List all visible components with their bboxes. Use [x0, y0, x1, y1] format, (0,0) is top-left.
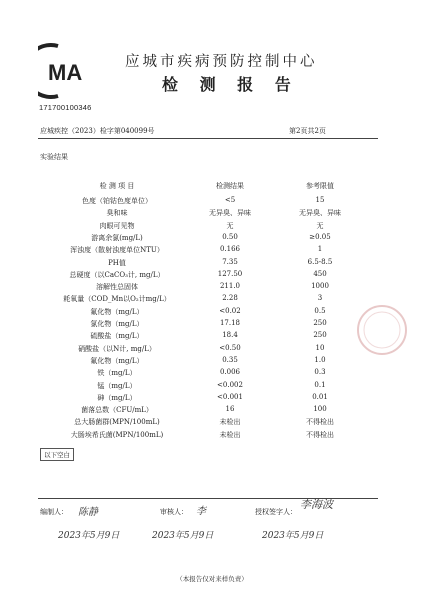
row-result: 未检出 [219, 430, 241, 439]
col-header-limit: 参考限值 [306, 182, 334, 190]
row-item-name: 锰（mg/L） [97, 381, 137, 390]
row-limit: 0.01 [312, 392, 328, 401]
end-marker: 以下空白 [40, 448, 74, 461]
page-info: 第2页共2页 [289, 127, 326, 135]
reviewer-date: 2023年5月9日 [152, 531, 214, 541]
row-item-name: 游离余氯(mg/L) [91, 233, 143, 242]
row-limit: 250 [313, 331, 327, 340]
header-divider [38, 138, 378, 139]
row-item-name: 砷（mg/L） [97, 393, 137, 402]
row-limit: 无异臭、异味 [299, 209, 341, 218]
logo-text: MA [48, 60, 83, 85]
row-item-name: 大肠埃希氏菌(MPN/100mL) [70, 430, 164, 439]
row-item-name: 菌落总数（CFU/mL） [81, 406, 153, 415]
row-item-name: 总硬度（以CaCO₃计, mg/L） [69, 270, 165, 279]
row-result: 无异臭、异味 [209, 209, 251, 218]
row-result: 0.006 [219, 368, 241, 377]
row-limit: 15 [315, 196, 325, 204]
row-item-name: 臭和味 [106, 209, 128, 218]
row-item-name: 浑浊度（散射浊度单位NTU） [70, 246, 164, 255]
row-limit: 100 [313, 405, 327, 414]
doc-number: 应城疾控（2023）检字第040099号 [40, 127, 155, 135]
row-result: 无 [226, 221, 234, 230]
row-result: 7.35 [222, 257, 238, 266]
row-item-name: 氟化物（mg/L） [90, 356, 144, 365]
org-name: 应城市疾病预防控制中心 [125, 54, 318, 70]
row-item-name: 铁（mg/L） [97, 369, 137, 378]
row-result: 2.28 [222, 294, 238, 303]
row-limit: 1 [317, 245, 323, 254]
compiler-date: 2023年5月9日 [58, 531, 120, 541]
row-result: 0.166 [219, 245, 241, 254]
row-item-name: 硝酸盐（以N计, mg/L） [78, 344, 156, 353]
compiler-label: 编制人： [40, 508, 68, 516]
row-item-name: 耗氧量（COD_Mn以O₂计mg/L） [63, 295, 171, 304]
row-result: 18.4 [222, 331, 238, 340]
signer-date: 2023年5月9日 [262, 531, 324, 541]
row-result: <0.50 [219, 343, 241, 352]
row-limit: 0.5 [314, 306, 326, 315]
official-seal [355, 300, 409, 360]
row-limit: 不得检出 [306, 418, 334, 427]
row-item-name: 总大肠菌群(MPN/100mL) [74, 418, 160, 427]
row-item-name: 氟化物（mg/L） [90, 307, 144, 316]
signer-signature: 李海波 [300, 498, 333, 511]
reviewer-signature: 李 [196, 506, 206, 517]
row-limit: 250 [313, 319, 327, 327]
row-limit: 3 [317, 294, 323, 303]
row-item-name: 肉眼可见物 [99, 221, 135, 230]
row-limit: 0.1 [314, 380, 326, 389]
row-limit: 1.0 [314, 355, 326, 364]
row-limit: ≥0.05 [309, 232, 331, 241]
compiler-signature: 陈静 [78, 507, 98, 518]
row-item-name: 氯化物（mg/L） [90, 320, 144, 328]
row-result: 17.18 [219, 319, 241, 327]
row-limit: 6.5-8.5 [307, 257, 333, 266]
row-limit: 无 [316, 221, 324, 230]
row-result: <0.002 [217, 380, 243, 389]
col-header-result: 检测结果 [216, 182, 244, 190]
row-result: <0.02 [219, 306, 241, 315]
signer-label: 授权签字人： [255, 508, 297, 516]
cert-code: 171700100346 [39, 103, 92, 112]
report-title: 检 测 报 告 [162, 75, 299, 94]
reviewer-label: 审核人： [160, 508, 188, 516]
row-result: <0.001 [217, 392, 243, 401]
row-result: 0.35 [222, 355, 238, 364]
row-result: 127.50 [217, 269, 243, 278]
row-result: 16 [225, 405, 235, 414]
row-item-name: 色度（铂钴色度单位） [82, 197, 152, 205]
footnote: （本报告仅对来样负责） [176, 575, 248, 583]
row-item-name: PH值 [108, 258, 126, 267]
row-limit: 1000 [311, 282, 329, 291]
col-header-item: 检 测 项 目 [99, 182, 135, 190]
row-result: <5 [224, 196, 236, 204]
row-limit: 10 [315, 343, 325, 352]
section-title: 实验结果 [40, 153, 68, 161]
row-limit: 0.3 [314, 368, 326, 377]
row-item-name: 溶解性总固体 [96, 283, 138, 292]
row-limit: 450 [313, 269, 327, 278]
row-result: 211.0 [219, 282, 241, 291]
row-result: 未检出 [219, 418, 241, 427]
row-limit: 不得检出 [306, 430, 334, 439]
row-item-name: 硫酸盐（mg/L） [90, 332, 144, 341]
row-result: 0.50 [222, 232, 238, 241]
